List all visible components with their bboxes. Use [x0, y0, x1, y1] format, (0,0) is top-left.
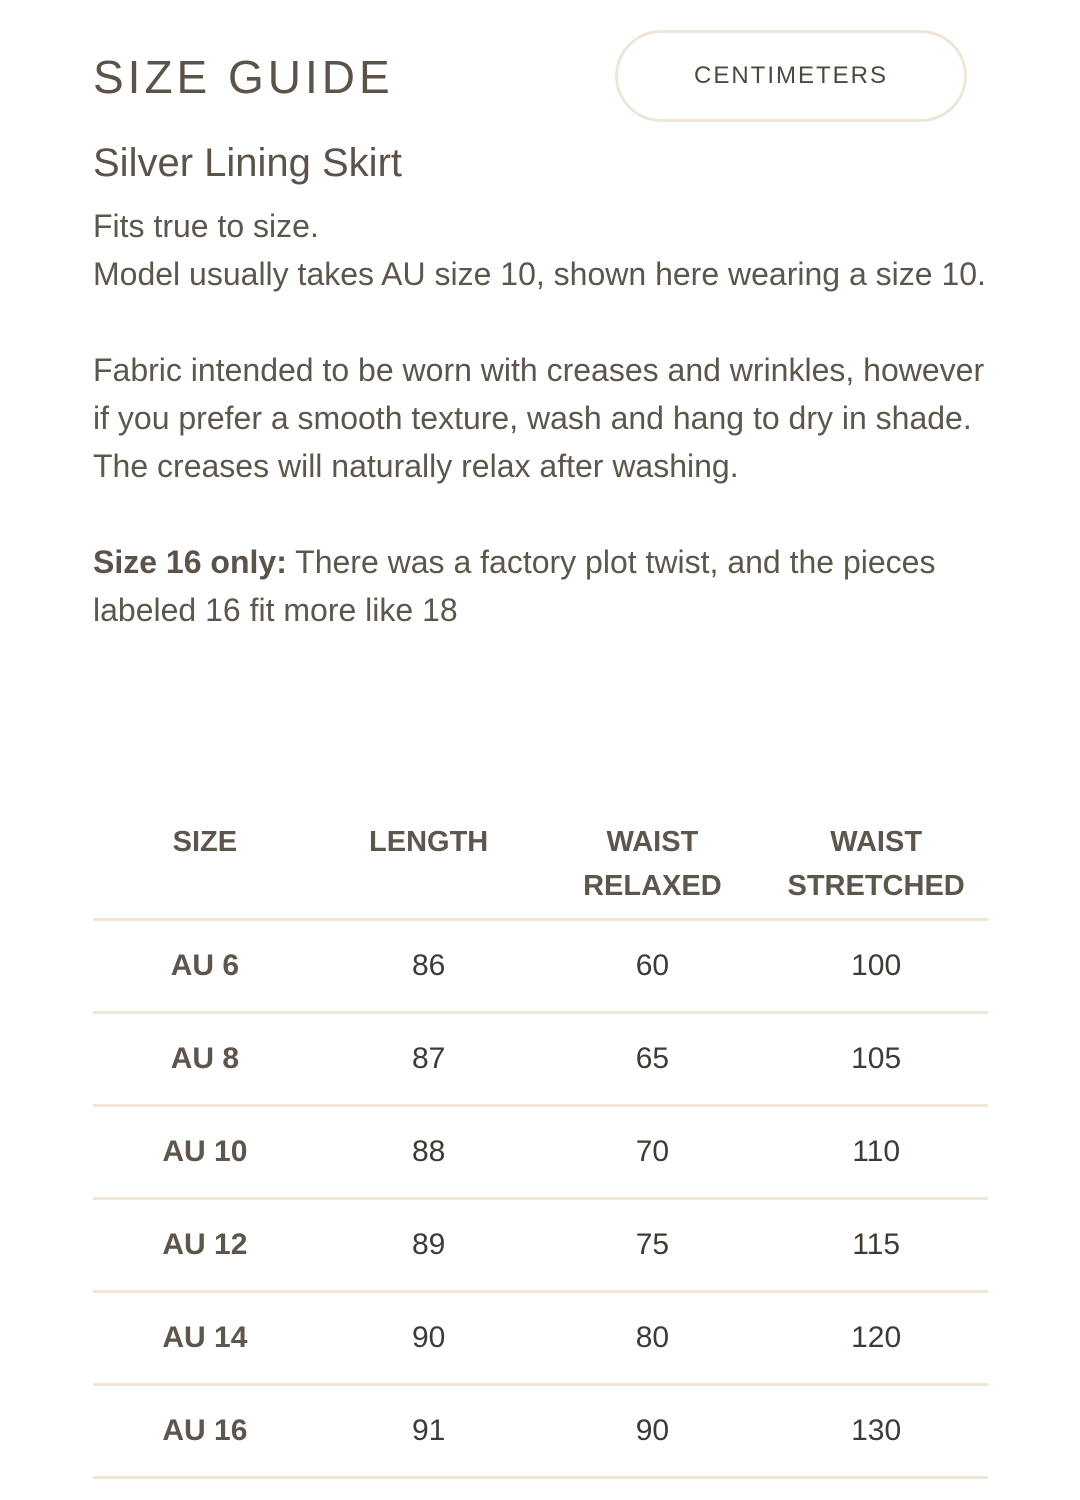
product-name: Silver Lining Skirt: [93, 141, 403, 185]
length-cell: 90: [317, 1292, 541, 1385]
column-header-waist-relaxed: WAIST RELAXED: [541, 815, 765, 920]
size-16-label: Size 16 only:: [93, 544, 287, 580]
waist-relaxed-cell: 65: [541, 1013, 765, 1106]
size-cell: AU 12: [93, 1199, 317, 1292]
length-cell: 89: [317, 1199, 541, 1292]
table-row: [93, 1013, 988, 1106]
size-guide-header: [93, 30, 973, 126]
table-row: [93, 920, 988, 1013]
length-cell: 87: [317, 1013, 541, 1106]
column-header-size: SIZE: [93, 815, 317, 920]
waist-relaxed-cell: 90: [541, 1385, 765, 1478]
spacer: [93, 298, 993, 346]
column-header-length: LENGTH: [317, 815, 541, 920]
waist-stretched-cell: 115: [764, 1199, 988, 1292]
waist-stretched-cell: 130: [764, 1385, 988, 1478]
waist-relaxed-cell: 75: [541, 1199, 765, 1292]
spacer: [93, 490, 993, 538]
table-row: [93, 1106, 988, 1199]
length-cell: 86: [317, 920, 541, 1013]
page-title: SIZE GUIDE: [93, 51, 394, 103]
waist-relaxed-cell: 80: [541, 1292, 765, 1385]
unit-toggle-button[interactable]: CENTIMETERS: [615, 30, 967, 122]
table-row: [93, 1199, 988, 1292]
size-cell: AU 8: [93, 1013, 317, 1106]
fabric-care-note: Fabric intended to be worn with creases and wrinkles, however if you prefer a smooth texture, wash and hang to dry in shade. The creases will naturally relax after washing.: [93, 352, 985, 484]
size-16-note: [93, 538, 993, 634]
waist-relaxed-cell: 60: [541, 920, 765, 1013]
size-cell: AU 14: [93, 1292, 317, 1385]
model-size-note: Model usually takes AU size 10, shown here wearing a size 10.: [93, 256, 986, 292]
waist-relaxed-cell: 70: [541, 1106, 765, 1199]
waist-stretched-cell: 110: [764, 1106, 988, 1199]
size-16-text: There was a factory plot twist, and the pieces labeled 16 fit more like 18: [93, 544, 936, 628]
waist-stretched-cell: 105: [764, 1013, 988, 1106]
size-table: [93, 815, 988, 1479]
size-cell: AU 6: [93, 920, 317, 1013]
fit-note: Fits true to size.: [93, 208, 319, 244]
size-cell: AU 16: [93, 1385, 317, 1478]
length-cell: 88: [317, 1106, 541, 1199]
waist-stretched-cell: 100: [764, 920, 988, 1013]
length-cell: 91: [317, 1385, 541, 1478]
table-row: [93, 1385, 988, 1478]
column-header-waist-stretched: WAIST STRETCHED: [764, 815, 988, 920]
size-cell: AU 10: [93, 1106, 317, 1199]
table-header-row: [93, 815, 988, 920]
fit-description: [93, 202, 993, 634]
waist-stretched-cell: 120: [764, 1292, 988, 1385]
table-row: [93, 1292, 988, 1385]
